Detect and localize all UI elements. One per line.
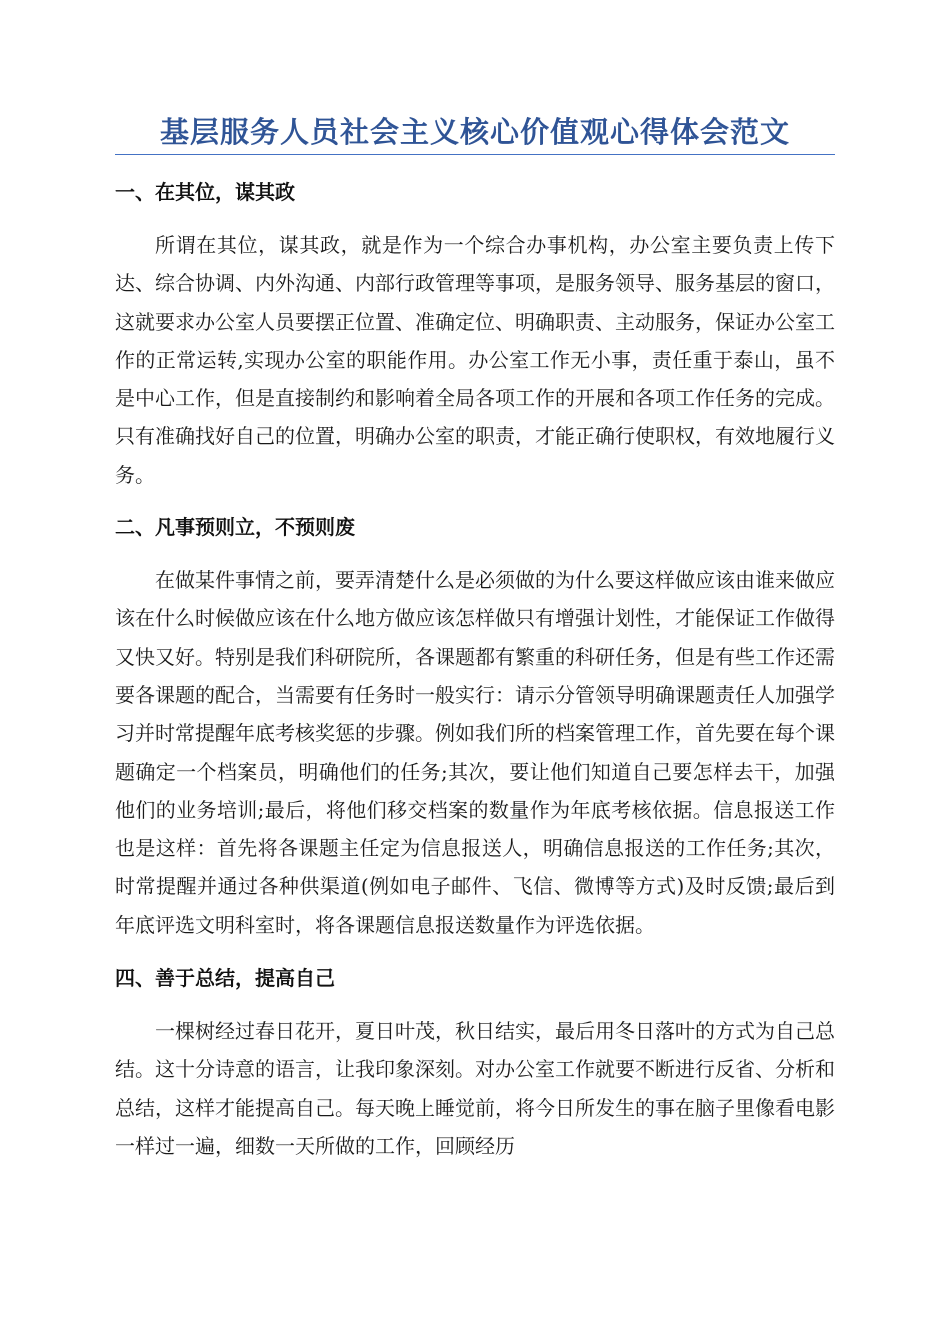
section-paragraph-2: 在做某件事情之前，要弄清楚什么是必须做的为什么要这样做应该由谁来做应该在什么时候做应该在什么地方做应该怎样做只有增强计划性，才能保证工作做得又快又好。特别是我们科研院所，各课题都有繁重的科研任务，但是有些工作还需要各课题的配合，当需要有任务时一般实行：请示分管领导明确课题责任人加强学习并时常提醒年底考核奖惩的步骤。例如我们所的档案管理工作，首先要在每个课题确定一个档案员，明确他们的任务;其次，要让他们知道自己要怎样去干，加强他们的业务培训;最后，将他们移交档案的数量作为年底考核依据。信息报送工作也是这样：首先将各课题主任定为信息报送人，明确信息报送的工作任务;其次，时常提醒并通过各种供渠道(例如电子邮件、飞信、微博等方式)及时反馈;最后到年底评选文明科室时，将各课题信息报送数量作为评选依据。 [115, 568, 835, 937]
section-paragraph-4: 一棵树经过春日花开，夏日叶茂，秋日结实，最后用冬日落叶的方式为自己总结。这十分诗意的语言，让我印象深刻。对办公室工作就要不断进行反省、分析和总结，这样才能提高自己。每天晚上睡觉前，将今日所发生的事在脑子里像看电影一样过一遍，细数一天所做的工作，回顾经历 [115, 1019, 835, 1158]
document-title: 基层服务人员社会主义核心价值观心得体会范文 [115, 112, 835, 155]
section-paragraph-1: 所谓在其位，谋其政，就是作为一个综合办事机构，办公室主要负责上传下达、综合协调、内外沟通、内部行政管理等事项，是服务领导、服务基层的窗口，这就要求办公室人员要摆正位置、准确定位、明确职责、主动服务，保证办公室工作的正常运转,实现办公室的职能作用。办公室工作无小事，责任重于泰山，虽不是中心工作，但是直接制约和影响着全局各项工作的开展和各项工作任务的完成。只有准确找好自己的位置，明确办公室的职责，才能正确行使职权，有效地履行义务。 [115, 233, 835, 487]
section-heading-1: 一、在其位，谋其政 [115, 180, 295, 204]
document-page [115, 112, 835, 1165]
section-heading-4: 四、善于总结，提高自己 [115, 966, 335, 991]
section-heading-2: 二、凡事预则立，不预则废 [115, 515, 355, 540]
